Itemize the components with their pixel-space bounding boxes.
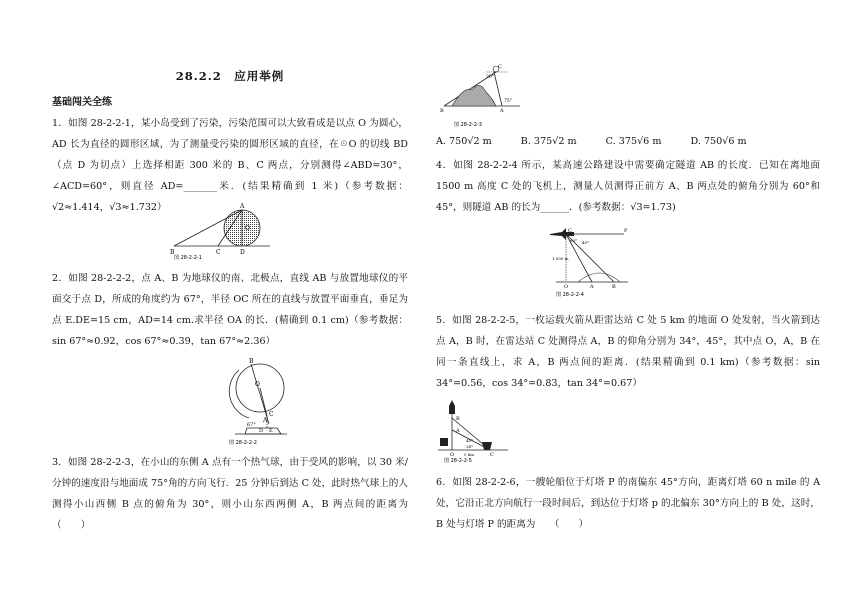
figure-caption: 图 28-2-2-5	[444, 458, 472, 464]
fig1-label-a: A	[240, 203, 245, 210]
fig1-label-d: D	[240, 249, 245, 256]
option-d[interactable]: D. 750√6 m	[690, 136, 747, 147]
figure-28-2-2-3	[436, 62, 526, 130]
question-2: 2．如图 28-2-2-2，点 A、B 为地球仪的南、北极点，直线 AB 与放置地球仪的平面交于点 D，所成的角度约为 67°，半径 OC 所在的直线与放置平面垂直，垂足为点 E.DE=15 cm，AD=14 cm.求半径 OA 的长．(精确到 0.1 cm)（参考数据：sin 67°≈0.92，cos 67°≈0.39，tan 67°≈2.36）	[52, 273, 408, 347]
section-heading: 基础闯关全练	[52, 97, 112, 108]
fig4-label-b: B	[612, 284, 616, 290]
fig1-label-c: C	[216, 249, 221, 256]
question-4: 4．如图 28-2-2-4 所示，某高速公路建设中需要确定隧道 AB 的长度．已知在离地面 1500 m 高度 C 处的飞机上，测量人员测得正前方 A、B 两点处的俯角分别为 60°和 45°，则隧道 AB 的长为______．(参考数据：√3=1.73)	[436, 160, 820, 213]
fig5-label-a: A	[456, 428, 460, 434]
question-1: 1．如图 28-2-2-1，某小岛受到了污染，污染范围可以大致看成是以点 O 为圆心，AD 长为直径的圆形区域，为了测量受污染的圆形区域的直径，在☉O 的切线 BD（点 D 为切点）上选择相距 300 米的 B、C 两点，分别测得∠ABD=30°，∠ACD=60°，则直径 AD=_______米．(结果精确到 1 米)（参考数据：√2≈1.414，√3≈1.732）	[52, 118, 408, 213]
fig3-label-a: A	[500, 108, 504, 114]
fig2-angle: 67°	[247, 422, 256, 428]
q3-options	[436, 136, 773, 147]
fig3-label-b: B	[440, 108, 444, 114]
fig5-label-c: C	[490, 452, 494, 458]
fig2-label-o: O	[255, 381, 260, 388]
fig5-angle-34: 34°	[466, 444, 474, 449]
fig4-label-o: O	[564, 284, 569, 290]
fig5-angle-45: 45°	[466, 438, 474, 443]
option-b[interactable]: B. 375√2 m	[520, 136, 577, 147]
fig3-label-c: C	[498, 64, 502, 70]
fig4-height: 1 500 m	[552, 256, 569, 261]
figure-28-2-2-4	[544, 222, 634, 302]
fig2-label-e: E	[269, 428, 273, 434]
option-c[interactable]: C. 375√6 m	[605, 136, 662, 147]
figure-caption: 图 28-2-2-4	[556, 292, 584, 298]
figure-28-2-2-2	[225, 356, 295, 452]
figure-28-2-2-5	[436, 396, 516, 464]
figure-28-2-2-1	[170, 198, 290, 260]
fig4-label-a: A	[590, 284, 594, 290]
figure-caption: 图 28-2-2-2	[229, 440, 257, 446]
fig2-label-d: D	[259, 428, 264, 434]
fig4-label-p: P	[624, 228, 628, 234]
figure-caption: 图 28-2-2-3	[454, 122, 482, 128]
option-a[interactable]: A. 750√2 m	[436, 136, 492, 147]
fig1-label-o: O	[245, 225, 250, 232]
fig1-label-b: B	[170, 249, 175, 256]
question-5: 5．如图 28-2-2-5，一枚运载火箭从距雷达站 C 处 5 km 的地面 O 处发射，当火箭到达点 A，B 时，在雷达站 C 处测得点 A，B 的仰角分别为 34°，45°，其中点 O，A，B 在同一条直线上，求 A，B 两点间的距离．(结果精确到 0.1 km)（参考数据：sin 34°=0.56，cos 34°=0.83，tan 34°=0.67）	[436, 315, 820, 389]
fig4-angle-45: 45°	[582, 240, 590, 245]
fig5-label-o: O	[450, 452, 455, 458]
fig2-label-c: C	[269, 411, 274, 418]
question-3: 3．如图 28-2-2-3，在小山的东侧 A 点有一个热气球，由于受风的影响，以 30 米/分钟的速度沿与地面成 75°角的方向飞行．25 分钟后到达 C 处，此时热气球上的人测得小山西侧 B 点的俯角为 30°，则小山东西两侧 A，B 两点间的距离为 （ ）	[52, 457, 428, 531]
fig2-label-a: A	[263, 417, 268, 424]
fig5-dist: 5 km	[464, 452, 475, 457]
fig3-angle-75: 75°	[504, 99, 512, 104]
fig5-label-b: B	[456, 416, 460, 422]
fig4-label-c: C	[568, 228, 572, 234]
figure-caption: 图 28-2-2-1	[174, 255, 202, 260]
fig2-label-b: B	[249, 358, 254, 365]
question-6: 6．如图 28-2-2-6，一艘轮船位于灯塔 P 的南偏东 45°方向，距离灯塔 60 n mile 的 A 处，它沿正北方向航行一段时间后，到达位于灯塔 p 的北偏东 30°方向上的 B 处，这时，B 处与灯塔 P 的距离为 （ ）	[436, 477, 820, 530]
fig3-angle-30: 30°	[486, 75, 494, 80]
fig4-angle-60: 60°	[570, 238, 578, 243]
page-title: 28.2.2 应用举例	[175, 69, 285, 83]
